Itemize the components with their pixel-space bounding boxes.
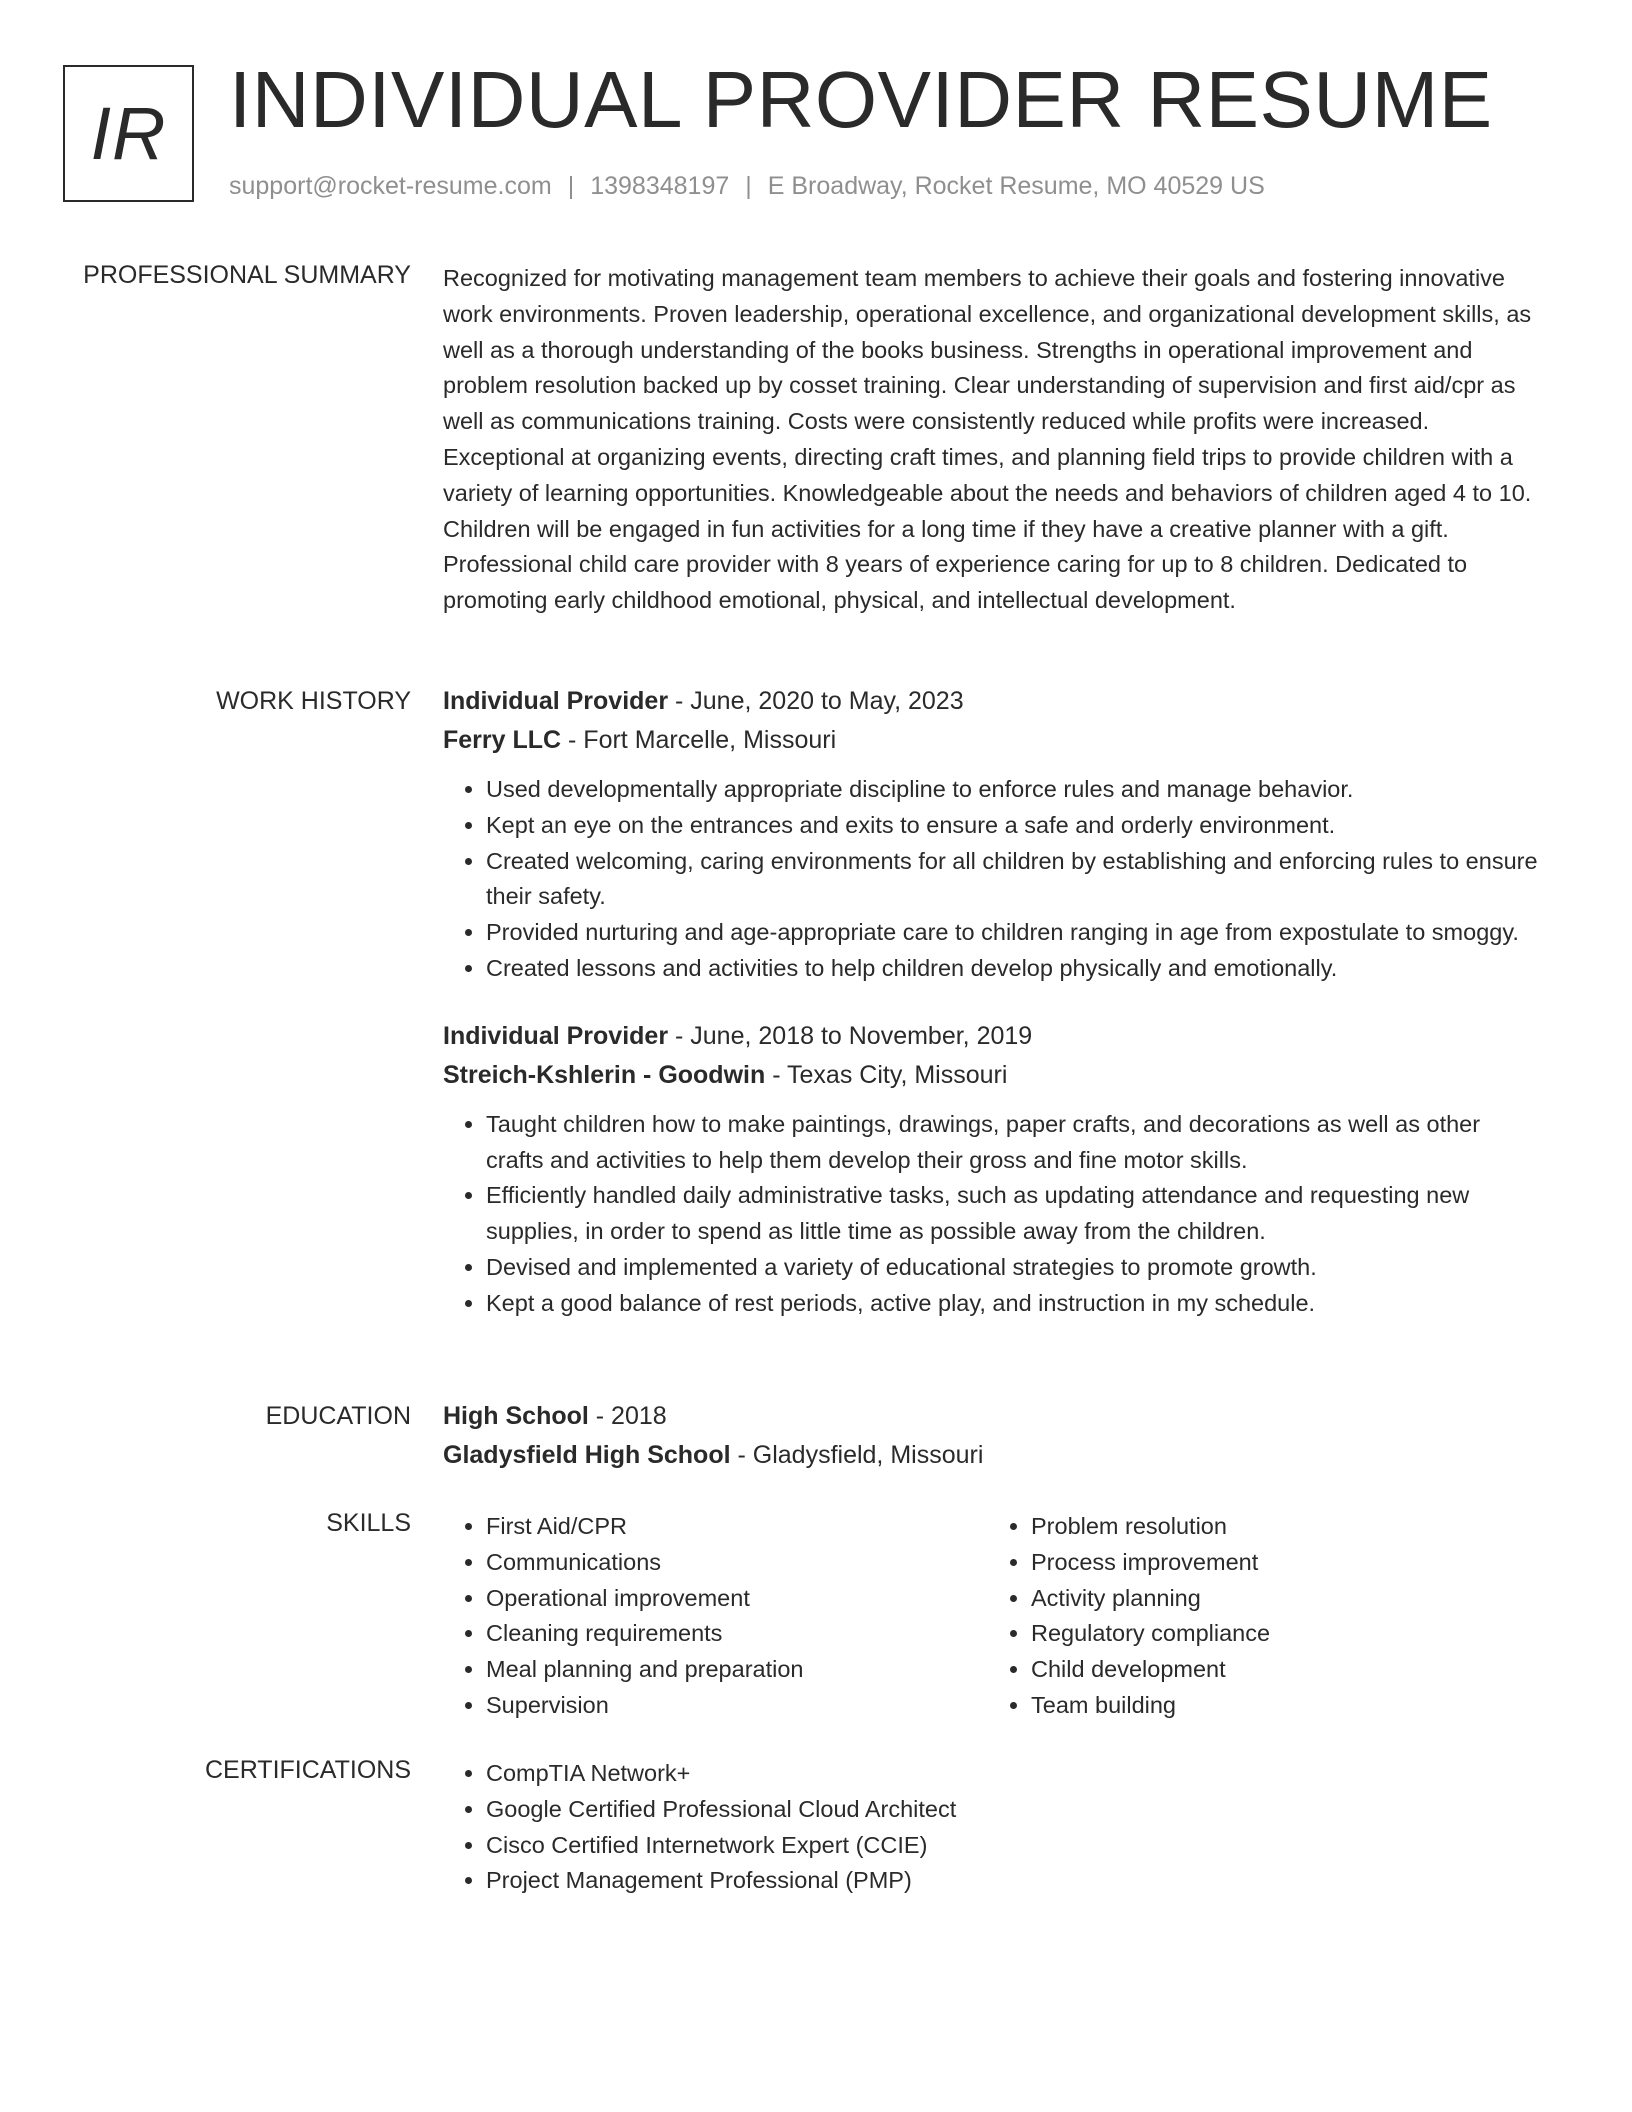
- contact-line: [229, 172, 1265, 201]
- job-location: - Fort Marcelle, Missouri: [561, 726, 837, 754]
- skill-item: • Activity planning: [1031, 1581, 1533, 1617]
- skill-item: • Communications: [486, 1545, 988, 1581]
- resume-title: INDIVIDUAL PROVIDER RESUME: [229, 55, 1493, 144]
- job-title: Individual Provider: [443, 687, 669, 715]
- job-duty: • Used developmentally appropriate discipline to enforce rules and manage behavior.: [486, 772, 1543, 808]
- contact-address: E Broadway, Rocket Resume, MO 40529 US: [767, 172, 1265, 200]
- job-company: Ferry LLC: [443, 726, 562, 754]
- skill-item: • Problem resolution: [1031, 1509, 1533, 1545]
- skills-grid: [443, 1509, 1543, 1724]
- job-duty: • Kept a good balance of rest periods, active play, and instruction in my schedule.: [486, 1286, 1543, 1322]
- monogram-box: [63, 65, 194, 202]
- section-label-education: EDUCATION: [265, 1402, 411, 1430]
- job-entry: [443, 682, 1543, 987]
- job-dates: - June, 2020 to May, 2023: [668, 687, 964, 715]
- certifications-body: [443, 1756, 1543, 1899]
- job-dates: - June, 2018 to November, 2019: [668, 1021, 1033, 1050]
- education-school-line: [443, 1436, 1543, 1475]
- certification-item: • CompTIA Network+: [486, 1756, 1543, 1792]
- certification-item: • Cisco Certified Internetwork Expert (CCIE): [486, 1828, 1543, 1864]
- skill-item: • Supervision: [486, 1688, 988, 1724]
- education-degree-line: [443, 1397, 1543, 1436]
- job-duty: • Taught children how to make paintings, drawings, paper crafts, and decorations as well as other crafts and activities to help them develop their gross and fine motor skills.: [486, 1107, 1543, 1179]
- skill-item: • Team building: [1031, 1688, 1533, 1724]
- contact-separator: |: [745, 172, 752, 200]
- skills-body: [443, 1509, 1543, 1724]
- skill-item: • Regulatory compliance: [1031, 1616, 1533, 1652]
- job-duty: • Kept an eye on the entrances and exits to ensure a safe and orderly environment.: [486, 808, 1543, 844]
- section-label-summary: PROFESSIONAL SUMMARY: [83, 261, 411, 289]
- summary-text: Recognized for motivating management team members to achieve their goals and fostering innovative work environments. Proven leadership, operational excellence, and organizational development skills, as well as a thorough understanding of the books business. Strengths in operational improvement and problem resolution backed up by cosset training. Clear understanding of supervision and first aid/cpr as well as communications training. Costs were consistently reduced while profits were increased. Exceptional at organizing events, directing craft times, and planning field trips to provide children with a variety of learning opportunities. Knowledgeable about the needs and behaviors of children aged 4 to 10. Children will be engaged in fun activities for a long time if they have a creative planner with a gift. Professional child care provider with 8 years of experience caring for up to 8 children. Dedicated to promoting early childhood emotional, physical, and intellectual development.: [443, 265, 1532, 614]
- skill-item: • Operational improvement: [486, 1581, 988, 1617]
- skills-column-left: [443, 1509, 988, 1724]
- section-label-certifications: CERTIFICATIONS: [204, 1756, 411, 1784]
- job-duties: [443, 772, 1543, 987]
- certification-item: • Project Management Professional (PMP): [486, 1863, 1543, 1899]
- education-year: - 2018: [588, 1402, 667, 1430]
- job-duties: [443, 1107, 1543, 1322]
- job-company: Streich-Kshlerin - Goodwin: [443, 1060, 766, 1089]
- job-org-line: [443, 721, 1543, 760]
- skill-item: • Child development: [1031, 1652, 1533, 1688]
- job-duty: • Efficiently handled daily administrative tasks, such as updating attendance and requesting new supplies, in order to spend as little time as possible away from the children.: [486, 1178, 1543, 1250]
- job-duty: • Devised and implemented a variety of educational strategies to promote growth.: [486, 1250, 1543, 1286]
- job-duty: • Created welcoming, caring environments for all children by establishing and enforcing rules to ensure their safety.: [486, 844, 1543, 916]
- job-title-line: [443, 682, 1543, 721]
- job-duty: • Provided nurturing and age-appropriate care to children ranging in age from expostulate to smoggy.: [486, 915, 1543, 951]
- contact-phone: 1398348197: [590, 172, 730, 200]
- education-school: Gladysfield High School: [443, 1441, 731, 1469]
- skill-item: • First Aid/CPR: [486, 1509, 988, 1545]
- job-duty: • Created lessons and activities to help children develop physically and emotionally.: [486, 951, 1543, 987]
- job-location: - Texas City, Missouri: [765, 1060, 1008, 1089]
- contact-email: support@rocket-resume.com: [229, 172, 552, 200]
- skill-item: • Cleaning requirements: [486, 1616, 988, 1652]
- education-degree: High School: [443, 1402, 589, 1430]
- monogram-initials: IR: [90, 92, 167, 175]
- section-label-skills: SKILLS: [326, 1509, 411, 1537]
- contact-separator: |: [567, 172, 575, 200]
- certification-item: • Google Certified Professional Cloud Architect: [486, 1792, 1543, 1828]
- education-location: - Gladysfield, Missouri: [730, 1441, 984, 1469]
- education-body: [443, 1397, 1543, 1475]
- summary-body: [443, 261, 1543, 619]
- job-org-line: [443, 1056, 1543, 1095]
- job-title-line: [443, 1017, 1543, 1056]
- job-entry: [443, 1017, 1543, 1322]
- job-title: Individual Provider: [443, 1021, 669, 1050]
- certifications-list: [443, 1756, 1543, 1899]
- work-body: [443, 682, 1543, 1322]
- skill-item: • Meal planning and preparation: [486, 1652, 988, 1688]
- skills-column-right: [988, 1509, 1533, 1724]
- section-label-work: WORK HISTORY: [216, 687, 411, 715]
- skill-item: • Process improvement: [1031, 1545, 1533, 1581]
